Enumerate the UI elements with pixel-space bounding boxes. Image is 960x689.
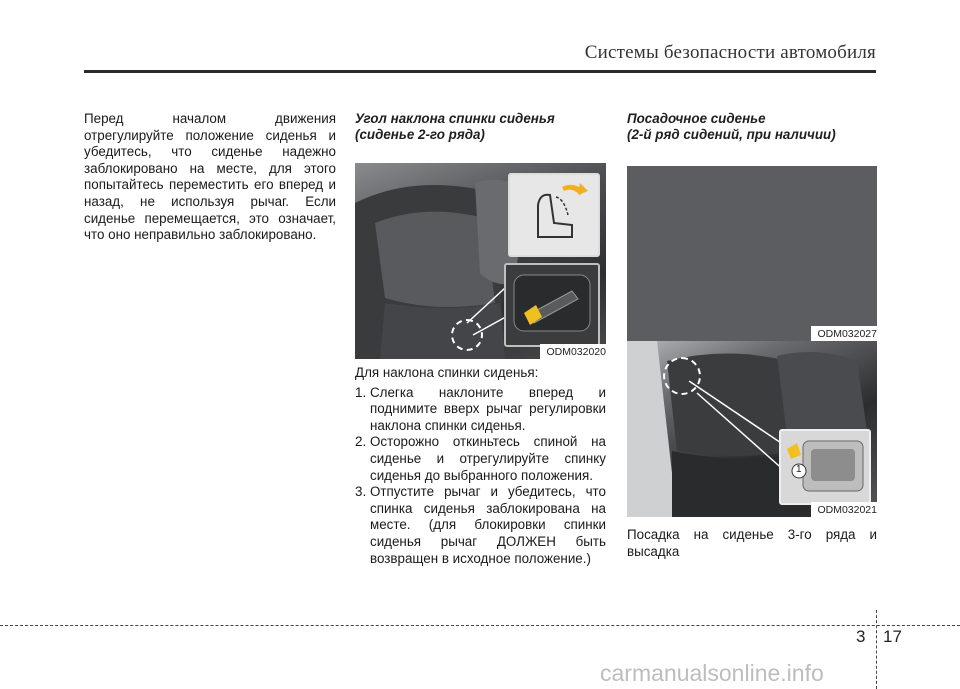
placeholder-image [627,166,877,341]
step-text: Отпустите рычаг и убедитесь, что спинка сиденья заблокирована на месте. (для блокировки спинки сиденья рычаг ДОЛЖЕН быть возвращен в исходное положение.) [370,484,606,566]
chapter-header-title: Системы безопасности автомобиля [584,42,876,63]
step-text: Осторожно откиньтесь спиной на сиденье и отрегулируйте спинку сиденья до выбранного положения. [370,434,606,483]
page-divider [876,610,877,689]
seatback-lever-photo [355,163,606,359]
heading-line1: Угол наклона спинки сиденья [355,111,555,126]
heading-line2: (сиденье 2-го ряда) [355,127,485,142]
chapter-number: 3 [856,627,866,646]
image-code-label: ODM032027 [811,326,877,341]
callout-number: 1 [796,464,802,475]
lever-highlight-circle [451,319,483,351]
seat-tilt-icon [510,175,598,255]
step-text: Слегка наклоните вперед и поднимите вверх рычаг регулировки наклона спинки сиденья. [370,384,606,433]
step-number: 1. [355,384,367,400]
section-heading-access [627,111,877,143]
step-number: 3. [355,484,367,500]
image-code-label: ODM032021 [811,502,877,517]
seatback-tilt-inset [508,173,600,257]
list-item [355,484,606,567]
lever-closeup-inset [504,263,600,347]
footer-rule [0,625,960,626]
list-item [355,385,606,435]
steps-intro: Для наклона спинки сиденья: [355,365,539,380]
access-paragraph: Посадка на сиденье 3-го ряда и высадка [627,527,877,559]
page-number: 17 [883,627,902,646]
column-easy-access-seat [627,111,877,560]
header-rule [84,70,876,73]
heading-line1: Посадочное сиденье [627,111,766,126]
column-intro [84,111,336,244]
steps-list [355,385,606,568]
lever-highlight-circle [663,357,701,395]
column-seatback-angle [355,111,606,567]
intro-paragraph: Перед началом движения отрегулируйте положение сиденья и убедитесь, что сиденье надежно заблокировано на месте, для этого попытайтесь переместить его вперед и назад, не используя рычаг. Если сиденье перемещается, это означает, что оно неправильно заблокировано. [84,111,336,243]
walk-in-lever-inset [779,429,871,505]
heading-line2: (2-й ряд сидений, при наличии) [627,127,836,142]
step-number: 2. [355,434,367,450]
walk-in-lever-photo [627,341,877,517]
lever-icon [781,431,869,503]
lever-icon [506,265,598,345]
image-code-label: ODM032020 [540,344,606,359]
section-heading-seatback [355,111,606,143]
list-item [355,434,606,484]
site-watermark: carmanualsonline.info [600,660,824,686]
